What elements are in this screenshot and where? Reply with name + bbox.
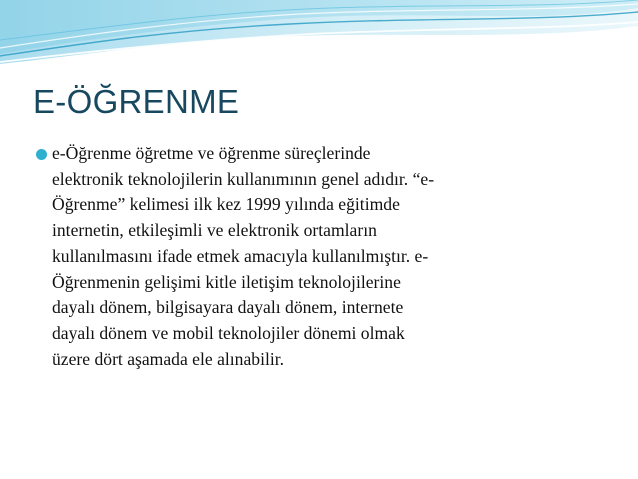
bullet-line: dayalı dönem, bilgisayara dayalı dönem, internete (52, 297, 404, 318)
bullet-line: üzere dört aşamada ele alınabilir. (52, 348, 285, 369)
bullet-line: dayalı dönem ve mobil teknolojiler dönemi olmak (52, 322, 405, 343)
bullet-text (52, 141, 596, 372)
bullet-line: elektronik teknolojilerin kullanımının genel adıdır. “e- (52, 168, 435, 189)
bullet-line: internetin, etkileşimli ve elektronik ortamların (52, 220, 377, 241)
header-wave-decoration (0, 0, 638, 80)
bullet-line: e-Öğrenme öğretme ve öğrenme süreçlerinde (52, 143, 371, 163)
bullet-item (36, 141, 596, 372)
bullet-line: kullanılmasını ifade etmek amacıyla kullanılmıştır. e- (52, 245, 429, 266)
bullet-line: Öğrenme” kelimesi ilk kez 1999 yılında eğitimde (52, 194, 400, 215)
bullet-icon (36, 149, 47, 160)
slide-title: E-ÖĞRENME (33, 83, 240, 120)
bullet-line: Öğrenmenin gelişimi kitle iletişim teknolojilerine (52, 271, 401, 292)
